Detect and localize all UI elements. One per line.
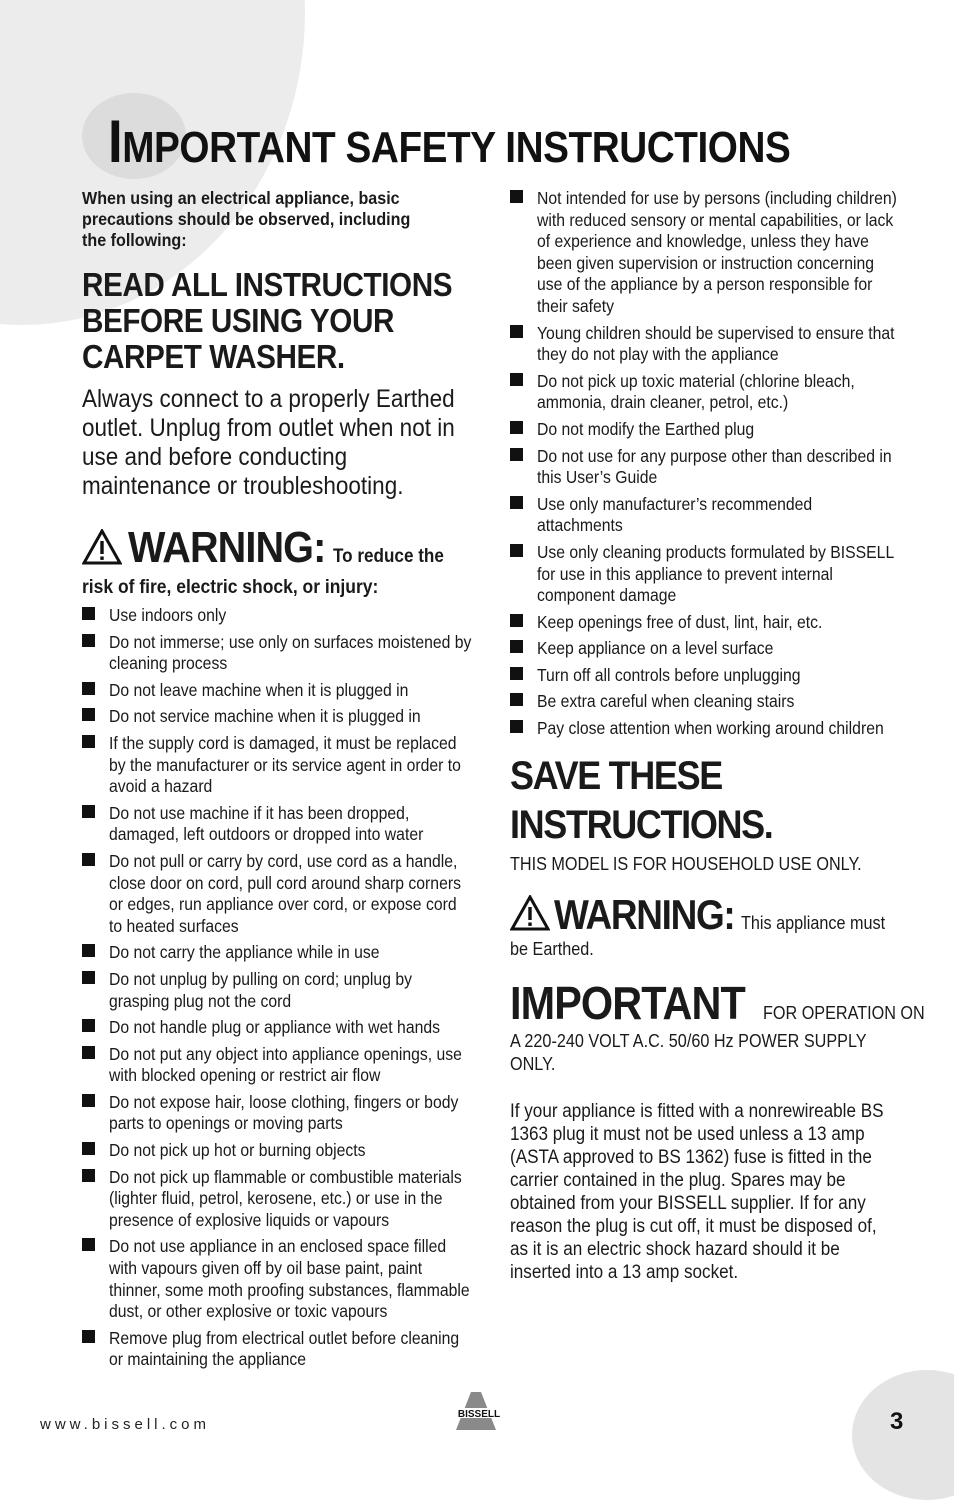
square-bullet-icon bbox=[510, 496, 523, 509]
save-instructions-heading: SAVE THESE INSTRUCTIONS. bbox=[510, 753, 773, 847]
square-bullet-icon bbox=[510, 421, 523, 434]
list-item: Pay close attention when working around children bbox=[510, 718, 920, 740]
square-bullet-icon bbox=[510, 190, 523, 203]
square-bullet-icon bbox=[82, 682, 95, 695]
square-bullet-icon bbox=[82, 1238, 95, 1251]
list-item: Use indoors only bbox=[82, 605, 482, 627]
square-bullet-icon bbox=[510, 448, 523, 461]
square-bullet-icon bbox=[510, 640, 523, 653]
page-number: 3 bbox=[890, 1408, 904, 1435]
list-item: Do not use machine if it has been dropped, damaged, left outdoors or dropped into water bbox=[82, 803, 482, 846]
square-bullet-icon bbox=[82, 607, 95, 620]
square-bullet-icon bbox=[82, 634, 95, 647]
bissell-logo bbox=[448, 1390, 510, 1437]
page-title: IMPORTANT SAFETY INSTRUCTIONS bbox=[108, 108, 791, 175]
warning-triangle-icon bbox=[82, 529, 122, 570]
power-supply-text: A 220-240 VOLT A.C. 50/60 Hz POWER SUPPLY ONLY. bbox=[510, 1030, 867, 1074]
square-bullet-icon bbox=[82, 1019, 95, 1032]
warning-word: WARNING: bbox=[128, 523, 326, 572]
list-item: Be extra careful when cleaning stairs bbox=[510, 691, 920, 713]
square-bullet-icon bbox=[82, 944, 95, 957]
list-item: Turn off all controls before unplugging bbox=[510, 665, 920, 687]
list-item: Do not expose hair, loose clothing, fingers or body parts to openings or moving parts bbox=[82, 1092, 482, 1135]
list-item: Remove plug from electrical outlet before cleaning or maintaining the appliance bbox=[82, 1328, 482, 1371]
list-item: Do not use appliance in an enclosed space filled with vapours given off by oil base paint, paint thinner, some moth proofing substances, flammable dust, or other explosive or toxic vapours bbox=[82, 1236, 482, 1322]
list-item: Do not leave machine when it is plugged in bbox=[82, 680, 482, 702]
square-bullet-icon bbox=[510, 614, 523, 627]
square-bullet-icon bbox=[510, 693, 523, 706]
square-bullet-icon bbox=[82, 708, 95, 721]
right-column bbox=[510, 188, 926, 1284]
list-item: Do not pull or carry by cord, use cord as a handle, close door on cord, pull cord around sharp corners or edges, run appliance over cord, or expose cord to heated surfaces bbox=[82, 851, 482, 937]
list-item: Do not carry the appliance while in use bbox=[82, 942, 482, 964]
square-bullet-icon bbox=[82, 971, 95, 984]
earthed-cont-text: be Earthed. bbox=[510, 938, 594, 959]
list-item: Do not immerse; use only on surfaces moistened by cleaning process bbox=[82, 632, 482, 675]
earthed-warning-heading bbox=[510, 891, 920, 939]
left-bullet-list bbox=[82, 605, 482, 1371]
household-use-note: THIS MODEL IS FOR HOUSEHOLD USE ONLY. bbox=[510, 853, 862, 874]
square-bullet-icon bbox=[510, 544, 523, 557]
square-bullet-icon bbox=[82, 1046, 95, 1059]
earthed-inline-text: This appliance must bbox=[740, 912, 886, 933]
list-item: Do not put any object into appliance openings, use with blocked opening or restrict air flow bbox=[82, 1044, 482, 1087]
square-bullet-icon bbox=[82, 1169, 95, 1182]
square-bullet-icon bbox=[510, 373, 523, 386]
footer-url: www.bissell.com bbox=[40, 1416, 211, 1433]
warning-word: WARNING: bbox=[554, 890, 735, 938]
square-bullet-icon bbox=[82, 853, 95, 866]
square-bullet-icon bbox=[82, 1094, 95, 1107]
important-word: IMPORTANT bbox=[510, 976, 745, 1029]
svg-text:BISSELL: BISSELL bbox=[457, 1409, 501, 1420]
list-item: Use only manufacturer’s recommended attachments bbox=[510, 494, 920, 537]
intro-text: When using an electrical appliance, basic precautions should be observed, including the following: bbox=[82, 188, 411, 250]
square-bullet-icon bbox=[82, 1330, 95, 1343]
important-inline-text: FOR OPERATION ON bbox=[763, 1002, 926, 1023]
list-item: Do not handle plug or appliance with wet hands bbox=[82, 1017, 482, 1039]
right-bullet-list bbox=[510, 188, 920, 740]
square-bullet-icon bbox=[82, 1142, 95, 1155]
square-bullet-icon bbox=[510, 325, 523, 338]
left-column bbox=[82, 188, 482, 1376]
warning-subtitle: risk of fire, electric shock, or injury: bbox=[82, 577, 379, 598]
square-bullet-icon bbox=[82, 735, 95, 748]
square-bullet-icon bbox=[510, 720, 523, 733]
warning-heading bbox=[82, 523, 482, 573]
list-item: Do not pick up toxic material (chlorine bleach, ammonia, drain cleaner, petrol, etc.) bbox=[510, 371, 920, 414]
list-item: Keep openings free of dust, lint, hair, etc. bbox=[510, 612, 920, 634]
list-item: Do not pick up flammable or combustible materials (lighter fluid, petrol, kerosene, etc.) or use in the presence of explosive liquids or vapours bbox=[82, 1167, 482, 1232]
list-item: Do not service machine when it is plugged in bbox=[82, 706, 482, 728]
important-heading bbox=[510, 976, 926, 1030]
warning-triangle-icon bbox=[510, 895, 550, 936]
list-item: If the supply cord is damaged, it must be replaced by the manufacturer or its service agent in order to avoid a hazard bbox=[82, 733, 482, 798]
square-bullet-icon bbox=[82, 805, 95, 818]
read-all-heading: READ ALL INSTRUCTIONS BEFORE USING YOUR CARPET WASHER. bbox=[82, 266, 453, 375]
list-item: Young children should be supervised to ensure that they do not play with the appliance bbox=[510, 323, 920, 366]
plug-fuse-paragraph: If your appliance is fitted with a nonrewireable BS 1363 plug it must not be used unless a 13 amp (ASTA approved to BS 1362) fuse is fitted in the carrier contained in the plug. Spares may be obtained from your BISSELL supplier. If for any reason the plug is cut off, it must be disposed of, as it is an electric shock hazard should it be inserted into a 13 amp socket. bbox=[510, 1100, 884, 1283]
warning-inline-text: To reduce the bbox=[333, 546, 445, 567]
square-bullet-icon bbox=[510, 667, 523, 680]
list-item: Do not pick up hot or burning objects bbox=[82, 1140, 482, 1162]
earthed-outlet-text: Always connect to a properly Earthed outlet. Unplug from outlet when not in use and before conducting maintenance or troubleshooting. bbox=[82, 385, 455, 500]
list-item: Use only cleaning products formulated by BISSELL for use in this appliance to prevent internal component damage bbox=[510, 542, 920, 607]
list-item: Not intended for use by persons (including children) with reduced sensory or mental capabilities, or lack of experience and knowledge, unless they have been given supervision or instruction concerning use of the appliance by a person responsible for their safety bbox=[510, 188, 920, 318]
list-item: Do not unplug by pulling on cord; unplug by grasping plug not the cord bbox=[82, 969, 482, 1012]
list-item: Do not use for any purpose other than described in this User’s Guide bbox=[510, 446, 920, 489]
list-item: Do not modify the Earthed plug bbox=[510, 419, 920, 441]
list-item: Keep appliance on a level surface bbox=[510, 638, 920, 660]
